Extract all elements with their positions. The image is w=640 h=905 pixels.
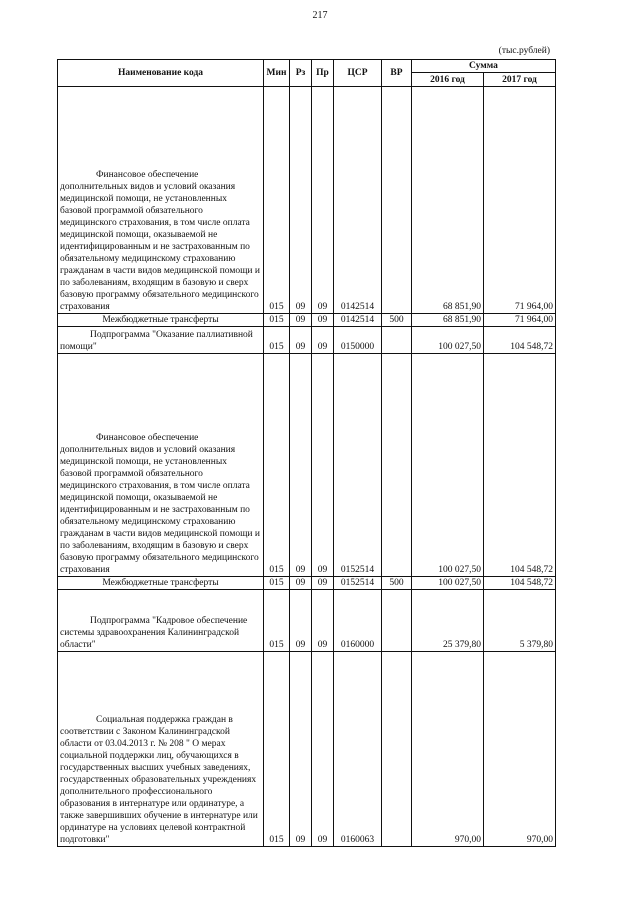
row-csr: 0142514 xyxy=(334,314,382,327)
table-row xyxy=(58,652,556,847)
row-csr: 0160000 xyxy=(334,590,382,652)
row-csr: 0152514 xyxy=(334,354,382,577)
row-2017: 104 548,72 xyxy=(484,354,556,577)
page-number: 217 xyxy=(312,10,328,21)
row-csr: 0152514 xyxy=(334,577,382,590)
row-pr: 09 xyxy=(312,354,334,577)
row-vr xyxy=(382,327,412,354)
header-name: Наименование кода xyxy=(58,60,264,87)
row-2016: 970,00 xyxy=(412,652,484,847)
header-min: Мин xyxy=(264,60,290,87)
table-row xyxy=(58,327,556,354)
row-vr xyxy=(382,590,412,652)
row-2016: 100 027,50 xyxy=(412,354,484,577)
row-csr: 0142514 xyxy=(334,87,382,314)
row-min: 015 xyxy=(264,590,290,652)
row-rz: 09 xyxy=(290,327,312,354)
header-2016: 2016 год xyxy=(412,73,484,87)
row-2017: 970,00 xyxy=(484,652,556,847)
row-vr xyxy=(382,354,412,577)
row-rz: 09 xyxy=(290,87,312,314)
row-vr: 500 xyxy=(382,314,412,327)
row-name: Финансовое обеспечение дополнительных видов и условий оказания медицинской помощи, не установленных базовой программой обязательного медицинского страхования, в том числе оплата медицинской помощи, оказываемой не идентифицированным и не застрахованным по обязательному медицинскому страхованию гражданам в части видов медицинской помощи и по заболеваниям, входящим в базовую и сверх базовую программу обязательного медицинского страхования xyxy=(58,87,264,314)
table-row xyxy=(58,87,556,314)
row-pr: 09 xyxy=(312,577,334,590)
row-csr: 0160063 xyxy=(334,652,382,847)
row-pr: 09 xyxy=(312,652,334,847)
header-pr: Пр xyxy=(312,60,334,87)
row-vr xyxy=(382,652,412,847)
table-row xyxy=(58,314,556,327)
row-name: Социальная поддержка граждан в соответствии с Законом Калининградской области от 03.04.2013 г. № 208 " О мерах социальной поддержки лиц, обучающихся в государственных высших учебных заведениях, государственных образовательных учреждениях дополнительного профессионального образования в интернатуре или ординатуре, а также завершивших обучение в интернатуре или ординатуре на условиях целевой контрактной подготовки" xyxy=(58,652,264,847)
row-name: Подпрограмма "Оказание паллиативной помощи" xyxy=(58,327,264,354)
header-sum: Сумма xyxy=(412,60,556,73)
table-row xyxy=(58,577,556,590)
row-name: Межбюджетные трансферты xyxy=(58,314,264,327)
row-2017: 71 964,00 xyxy=(484,87,556,314)
row-pr: 09 xyxy=(312,314,334,327)
row-min: 015 xyxy=(264,327,290,354)
row-min: 015 xyxy=(264,354,290,577)
row-min: 015 xyxy=(264,314,290,327)
header-rz: Рз xyxy=(290,60,312,87)
row-2016: 68 851,90 xyxy=(412,87,484,314)
row-vr: 500 xyxy=(382,577,412,590)
row-min: 015 xyxy=(264,577,290,590)
row-csr: 0150000 xyxy=(334,327,382,354)
header-vr: ВР xyxy=(382,60,412,87)
row-min: 015 xyxy=(264,87,290,314)
row-2017: 104 548,72 xyxy=(484,577,556,590)
row-rz: 09 xyxy=(290,577,312,590)
row-2017: 71 964,00 xyxy=(484,314,556,327)
row-pr: 09 xyxy=(312,327,334,354)
row-2016: 100 027,50 xyxy=(412,327,484,354)
budget-table xyxy=(57,59,556,847)
header-csr: ЦСР xyxy=(334,60,382,87)
row-2016: 25 379,80 xyxy=(412,590,484,652)
header-2017: 2017 год xyxy=(484,73,556,87)
row-2016: 68 851,90 xyxy=(412,314,484,327)
row-min: 015 xyxy=(264,652,290,847)
row-pr: 09 xyxy=(312,590,334,652)
row-pr: 09 xyxy=(312,87,334,314)
row-name: Межбюджетные трансферты xyxy=(58,577,264,590)
row-name: Подпрограмма "Кадровое обеспечение системы здравоохранения Калининградской области" xyxy=(58,590,264,652)
units-label: (тыс.рублей) xyxy=(498,46,550,56)
row-name: Финансовое обеспечение дополнительных видов и условий оказания медицинской помощи, не установленных базовой программой обязательного медицинского страхования, в том числе оплата медицинской помощи, оказываемой не идентифицированным и не застрахованным по обязательному медицинскому страхованию гражданам в части видов медицинской помощи и по заболеваниям, входящим в базовую и сверх базовую программу обязательного медицинского страхования xyxy=(58,354,264,577)
table-row xyxy=(58,590,556,652)
row-rz: 09 xyxy=(290,314,312,327)
table-row xyxy=(58,354,556,577)
row-rz: 09 xyxy=(290,590,312,652)
row-rz: 09 xyxy=(290,354,312,577)
row-2016: 100 027,50 xyxy=(412,577,484,590)
row-2017: 104 548,72 xyxy=(484,327,556,354)
row-vr xyxy=(382,87,412,314)
row-rz: 09 xyxy=(290,652,312,847)
row-2017: 5 379,80 xyxy=(484,590,556,652)
